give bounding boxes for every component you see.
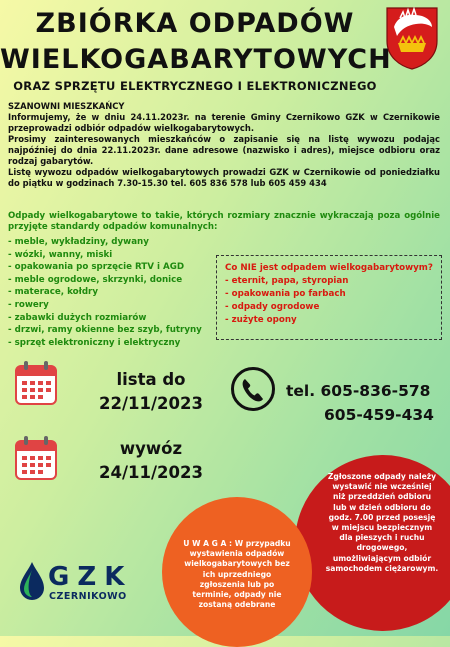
title-line-1: ZBIÓRKA ODPADÓW xyxy=(35,8,355,39)
logo-place: CZERNIKOWO xyxy=(49,591,127,602)
accepted-list xyxy=(8,236,202,349)
salutation: SZANOWNI MIESZKAŃCY xyxy=(8,101,125,111)
accepted-item: - sprzęt elektroniczny i elektryczny xyxy=(8,337,181,348)
accepted-item: - meble, wykładziny, dywany xyxy=(8,237,149,247)
phone-icon xyxy=(230,366,276,412)
accepted-item: - opakowania po sprzęcie RTV i AGD xyxy=(8,262,185,273)
list-deadline-date: 22/11/2023 xyxy=(99,394,203,413)
coat-of-arms-icon xyxy=(384,5,440,71)
intro-section xyxy=(8,101,440,189)
not-accepted-item: - odpady ogrodowe xyxy=(225,302,320,312)
accepted-item: - meble ogrodowe, skrzynki, donice xyxy=(8,274,183,285)
logo-name: GZK xyxy=(48,562,133,592)
not-accepted-item: - zużyte opony xyxy=(225,315,297,325)
calendar-icon xyxy=(14,435,58,481)
pickup-label: wywóz xyxy=(119,439,183,458)
list-deadline-label: lista do xyxy=(116,370,186,389)
not-accepted-item: - opakowania po farbach xyxy=(225,289,346,299)
not-accepted-heading: Co NIE jest odpadem wielkogabarytowym? xyxy=(225,263,433,273)
accepted-item: - wózki, wanny, miski xyxy=(8,249,113,260)
intro-paragraph-3: Listę wywozu odpadów wielkogabarytowych prowadzi GZK w Czernikowie od poniedziałku do piątku w godzinach 7.30-15.30 tel. 605 836 578 lub 605 459 434 xyxy=(8,167,440,188)
accepted-item: - materace, kołdry xyxy=(8,287,99,298)
pickup-date: 24/11/2023 xyxy=(99,463,203,482)
accepted-item: - zabawki dużych rozmiarów xyxy=(8,312,147,323)
calendar-icon xyxy=(14,360,58,406)
warning-notice: U W A G A : W przypadku wystawienia odpadów wielkogabarytowych bez ich uprzedniego zgłoszenia lub po terminie, odpady nie zostaną odebrane xyxy=(162,497,312,647)
placement-notice: Zgłoszone odpady należy wystawić nie wcześniej niż przeddzień odbioru lub w dzień odbioru do godz. 7.00 przed posesję w miejscu bezpiecznym dla pieszych i ruchu drogowego, umożliwiającym odbiór samochodem ciężarowym. xyxy=(295,455,450,631)
intro-paragraph-2: Prosimy zainteresowanych mieszkańców o zapisanie się na listę wywozu podając najpóźniej do dnia 22.11.2023r. dane adresowe (nazwisko i adres), miejsce odbioru oraz rodzaj gabarytów. xyxy=(8,134,440,166)
accepted-item: - rowery xyxy=(8,299,49,310)
accepted-item: - drzwi, ramy okienne bez szyb, futryny xyxy=(8,325,202,336)
water-drop-icon xyxy=(18,561,46,601)
phone-number-1: tel. 605-836-578 xyxy=(286,382,431,400)
intro-paragraph-1: Informujemy, że w dniu 24.11.2023r. na terenie Gminy Czernikowo GZK w Czernikowie przeprowadzi odbiór odpadów wielkogabarytowych. xyxy=(8,112,440,133)
accepted-heading: Odpady wielkogabarytowe to takie, których rozmiary znacznie wykraczają poza ogólnie przyjęte standardy odpadów komunalnych: xyxy=(8,211,440,233)
subtitle: ORAZ SPRZĘTU ELEKTRYCZNEGO I ELEKTRONICZNEGO xyxy=(13,79,377,93)
not-accepted-box xyxy=(216,255,442,340)
phone-number-2: 605-459-434 xyxy=(324,406,434,424)
title-line-2: WIELKOGABARYTOWYCH xyxy=(0,44,392,75)
not-accepted-item: - eternit, papa, styropian xyxy=(225,276,349,286)
